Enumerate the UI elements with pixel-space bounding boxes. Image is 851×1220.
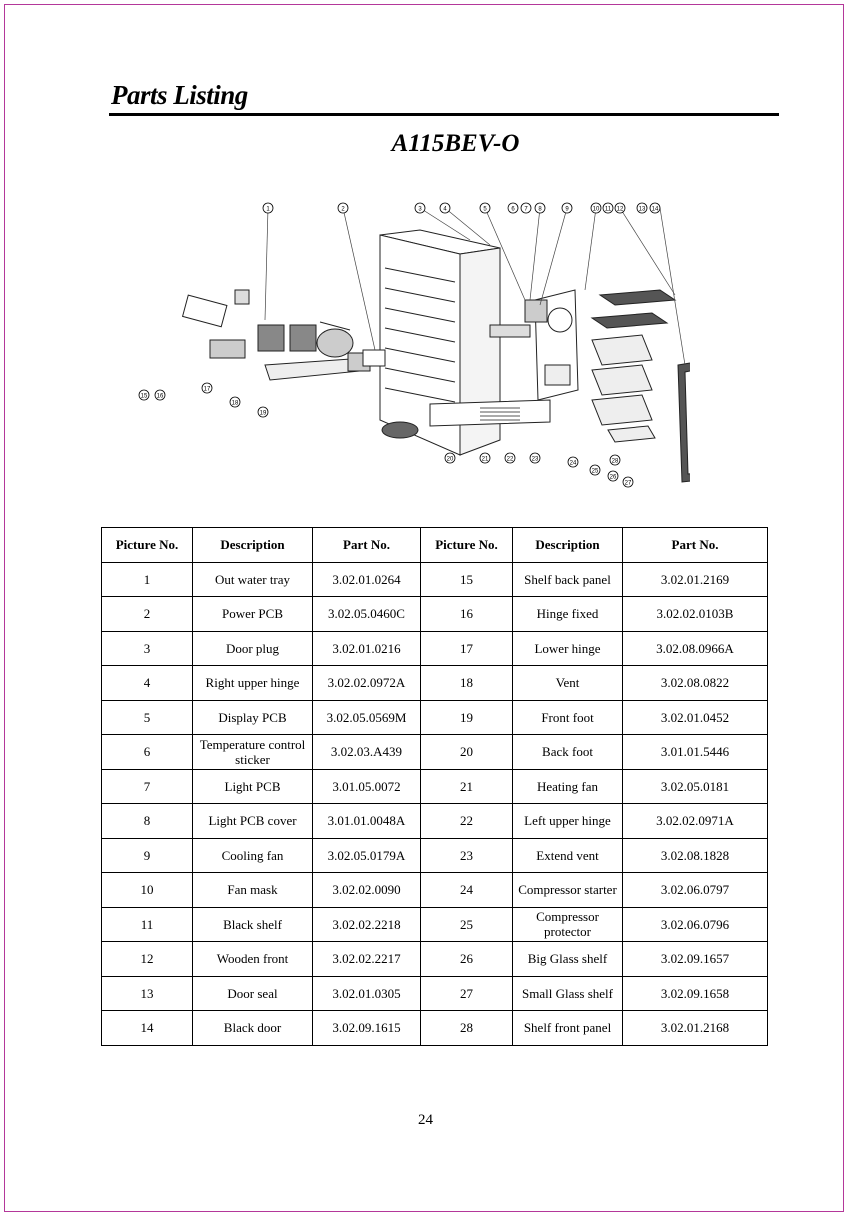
table-row (102, 769, 768, 804)
table-row (102, 804, 768, 839)
table-row (102, 873, 768, 908)
callout-number: 15 (140, 393, 148, 400)
callouts-top (263, 203, 660, 213)
table-cell: Compressor protector (513, 907, 623, 942)
callout-number: 16 (156, 393, 164, 400)
table-row (102, 838, 768, 873)
callout-number: 27 (624, 480, 632, 487)
table-cell: 3.02.05.0179A (313, 838, 421, 873)
table-cell: 3.02.06.0796 (623, 907, 768, 942)
table-cell: 3 (102, 631, 193, 666)
callout-number: 18 (231, 400, 239, 407)
table-cell: 3.02.05.0460C (313, 597, 421, 632)
table-cell: 12 (102, 942, 193, 977)
table-cell: 6 (102, 735, 193, 770)
table-cell: 3.01.01.5446 (623, 735, 768, 770)
callout-number: 6 (511, 206, 515, 213)
table-cell: 7 (102, 769, 193, 804)
table-cell: Small Glass shelf (513, 976, 623, 1011)
table-cell: 4 (102, 666, 193, 701)
table-cell: Vent (513, 666, 623, 701)
callout-number: 26 (609, 474, 617, 481)
table-cell: Door seal (193, 976, 313, 1011)
callout-number: 11 (604, 206, 612, 213)
parts-table-body (102, 562, 768, 1045)
callout-number: 2 (341, 206, 345, 213)
table-cell: 5 (102, 700, 193, 735)
glass-door (678, 355, 690, 482)
table-cell: 27 (421, 976, 513, 1011)
table-cell: Black shelf (193, 907, 313, 942)
table-cell: Black door (193, 1011, 313, 1046)
table-cell: Extend vent (513, 838, 623, 873)
table-cell: 28 (421, 1011, 513, 1046)
table-cell: Cooling fan (193, 838, 313, 873)
callout-number: 19 (259, 410, 267, 417)
power-pcb (363, 350, 385, 366)
table-cell: Compressor starter (513, 873, 623, 908)
table-cell: 3.02.01.0452 (623, 700, 768, 735)
table-cell: 8 (102, 804, 193, 839)
table-row (102, 907, 768, 942)
table-cell: 1 (102, 562, 193, 597)
display-pcb (490, 325, 530, 337)
table-cell: 22 (421, 804, 513, 839)
table-cell: Shelf back panel (513, 562, 623, 597)
table-cell: 3.02.01.2168 (623, 1011, 768, 1046)
table-cell: 3.02.06.0797 (623, 873, 768, 908)
table-row (102, 700, 768, 735)
column-header: Part No. (623, 528, 768, 563)
table-cell: Heating fan (513, 769, 623, 804)
table-cell: Power PCB (193, 597, 313, 632)
column-header: Picture No. (421, 528, 513, 563)
callout-number: 13 (638, 206, 646, 213)
callout-number: 21 (481, 456, 489, 463)
callout-number: 8 (538, 206, 542, 213)
table-row (102, 666, 768, 701)
table-cell: 3.02.08.0822 (623, 666, 768, 701)
title-rule (109, 113, 779, 116)
table-row (102, 562, 768, 597)
table-cell: 26 (421, 942, 513, 977)
table-row (102, 942, 768, 977)
table-cell: 15 (421, 562, 513, 597)
table-cell: 3.02.02.0972A (313, 666, 421, 701)
table-cell: 20 (421, 735, 513, 770)
callout-number: 17 (203, 386, 211, 393)
table-cell: 3.02.01.0305 (313, 976, 421, 1011)
table-cell: 3.02.01.0264 (313, 562, 421, 597)
callout-number: 22 (506, 456, 514, 463)
table-cell: 3.02.02.2218 (313, 907, 421, 942)
table-cell: 3.02.08.0966A (623, 631, 768, 666)
table-cell: 9 (102, 838, 193, 873)
compressor-group (183, 290, 370, 380)
table-row (102, 1011, 768, 1046)
callout-number: 5 (483, 206, 487, 213)
parts-table (101, 527, 768, 1046)
model-title: A115BEV-O (391, 130, 520, 157)
table-cell: 3.01.05.0072 (313, 769, 421, 804)
callout-number: 12 (616, 206, 624, 213)
table-cell: 24 (421, 873, 513, 908)
table-row (102, 631, 768, 666)
callout-number: 7 (524, 206, 528, 213)
table-cell: 3.02.09.1657 (623, 942, 768, 977)
base-vent-plate (430, 400, 550, 426)
table-header-row (102, 528, 768, 563)
column-header: Description (193, 528, 313, 563)
table-cell: 13 (102, 976, 193, 1011)
table-cell: Right upper hinge (193, 666, 313, 701)
rear-fan (525, 300, 547, 322)
table-cell: 3.02.08.1828 (623, 838, 768, 873)
table-row (102, 597, 768, 632)
table-cell: Temperature control sticker (193, 735, 313, 770)
table-cell: 10 (102, 873, 193, 908)
table-cell: 3.02.02.2217 (313, 942, 421, 977)
table-cell: 3.02.09.1658 (623, 976, 768, 1011)
callout-number: 14 (651, 206, 659, 213)
exploded-parts-diagram (130, 190, 690, 495)
table-cell: Door plug (193, 631, 313, 666)
table-cell: 3.02.01.0216 (313, 631, 421, 666)
table-cell: 18 (421, 666, 513, 701)
callout-number: 23 (531, 456, 539, 463)
table-cell: Hinge fixed (513, 597, 623, 632)
callout-number: 28 (611, 458, 619, 465)
table-cell: 3.02.05.0181 (623, 769, 768, 804)
table-cell: 17 (421, 631, 513, 666)
table-cell: Wooden front (193, 942, 313, 977)
table-cell: 3.02.05.0569M (313, 700, 421, 735)
callout-number: 4 (443, 206, 447, 213)
table-cell: 16 (421, 597, 513, 632)
callout-number: 24 (569, 460, 577, 467)
column-header: Description (513, 528, 623, 563)
table-cell: 14 (102, 1011, 193, 1046)
table-cell: Display PCB (193, 700, 313, 735)
table-cell: 3.02.09.1615 (313, 1011, 421, 1046)
table-cell: 3.02.01.2169 (623, 562, 768, 597)
table-cell: Front foot (513, 700, 623, 735)
water-tray (382, 422, 418, 438)
table-cell: 21 (421, 769, 513, 804)
table-cell: Big Glass shelf (513, 942, 623, 977)
table-cell: 23 (421, 838, 513, 873)
table-cell: 3.02.02.0971A (623, 804, 768, 839)
callout-number: 20 (446, 456, 454, 463)
table-cell: 11 (102, 907, 193, 942)
table-cell: Left upper hinge (513, 804, 623, 839)
column-header: Part No. (313, 528, 421, 563)
callout-number: 3 (418, 206, 422, 213)
shelves (592, 290, 675, 442)
table-row (102, 976, 768, 1011)
table-cell: 19 (421, 700, 513, 735)
table-cell: Light PCB (193, 769, 313, 804)
table-cell: 3.02.03.A439 (313, 735, 421, 770)
callout-number: 9 (565, 206, 569, 213)
table-cell: Shelf front panel (513, 1011, 623, 1046)
table-cell: 25 (421, 907, 513, 942)
page-number: 24 (418, 1112, 433, 1128)
table-cell: Lower hinge (513, 631, 623, 666)
table-cell: 3.01.01.0048A (313, 804, 421, 839)
table-cell: Fan mask (193, 873, 313, 908)
table-cell: 2 (102, 597, 193, 632)
callout-number: 1 (266, 206, 270, 213)
callout-number: 10 (592, 206, 600, 213)
table-row (102, 735, 768, 770)
page-title: Parts Listing (111, 80, 248, 110)
table-cell: Back foot (513, 735, 623, 770)
table-cell: 3.02.02.0090 (313, 873, 421, 908)
table-cell: Out water tray (193, 562, 313, 597)
column-header: Picture No. (102, 528, 193, 563)
table-cell: 3.02.02.0103B (623, 597, 768, 632)
callout-number: 25 (591, 468, 599, 475)
table-cell: Light PCB cover (193, 804, 313, 839)
